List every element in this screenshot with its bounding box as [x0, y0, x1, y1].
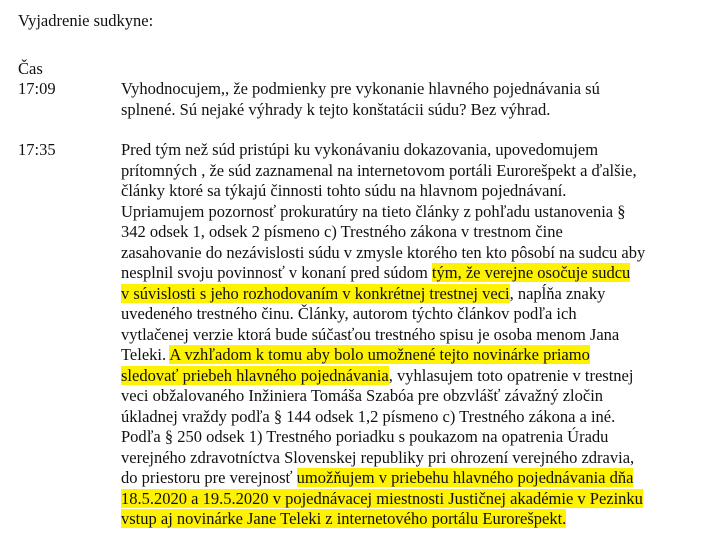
- statement-text-segment: prítomných , že súd zaznamenal na internetovom portáli Eurorešpekt a ďalšie,: [121, 160, 637, 180]
- statement-text-segment: uvedeného trestného činu. Články, autorom týchto článkov podľa ich: [121, 304, 577, 323]
- statement-line: [121, 304, 577, 324]
- statement-line: [121, 181, 566, 201]
- statement-text-segment: Pred tým než súd pristúpi ku vykonávaniu dokazovania, upovedomujem: [121, 140, 599, 159]
- statement-line: [121, 427, 608, 447]
- statement-text-segment: vytlačenej verzie ktorá bude súčasťou trestného spisu je osoba menom Jana: [121, 324, 620, 344]
- statement-line: [121, 489, 643, 509]
- statement-text-segment: splnené. Sú nejaké výhrady k tejto konštatácii súdu? Bez výhrad.: [121, 99, 551, 119]
- statement-line: [121, 284, 605, 304]
- highlighted-text: tým, že verejne osočuje sudcu: [431, 263, 631, 282]
- highlighted-text: 18.5.2020 a 19.5.2020 v pojednávacej miestnosti Justičnej akadémie v Pezinku: [121, 488, 643, 508]
- judge-statement-heading: Vyjadrenie sudkyne:: [18, 11, 154, 30]
- statement-text-segment: Vyhodnocujem,, že podmienky pre vykonanie hlavného pojednávania sú: [121, 79, 600, 98]
- statement-text-segment: veci obžalovaného Inžiniera Tomáša Szabóa pre obzvlášť závažný zločin: [121, 386, 604, 405]
- highlighted-text: A vzhľadom k tomu aby bolo umožnené tejto novinárke priamo: [169, 345, 590, 364]
- statement-text-segment: do priestoru pre verejnosť: [121, 468, 297, 487]
- statement-text-segment: 342 odsek 1, odsek 2 písmeno c) Trestného zákona v trestnom čine: [121, 222, 563, 241]
- statement-text-segment: nesplnil svoju povinnosť v konaní pred súdom: [121, 263, 432, 282]
- statement-text-segment: články ktoré sa týkajú činnosti tohto súdu na hlavnom pojednávaní.: [121, 181, 567, 200]
- statement-line: [121, 161, 637, 181]
- statement-line: [121, 509, 566, 529]
- statement-text-segment: úkladnej vraždy podľa § 144 odsek 1,2 písmeno c) Trestného zákona a iné.: [121, 406, 616, 426]
- statement-line: [121, 407, 615, 427]
- statement-line: [121, 366, 633, 386]
- statement-text-segment: , vyhlasujem toto opatrenie v trestnej: [388, 365, 634, 385]
- statement-line: [121, 345, 590, 365]
- statement-line: [121, 222, 563, 242]
- statement-line: [121, 100, 550, 120]
- statement-text-segment: Upriamujem pozornosť prokuratúry na tieto články z pohľadu ustanovenia §: [121, 201, 626, 221]
- statement-text-segment: zasahovanie do nezávislosti súdu v zmysle ktorého ten kto pôsobí na sudcu aby: [121, 242, 646, 262]
- statement-line: [121, 468, 633, 488]
- statement-line: [121, 202, 626, 222]
- statement-text-segment: verejného zdravotníctva Slovenskej republiky pri ohrození verejného zdravia,: [121, 447, 635, 467]
- highlighted-text: vstup aj novinárke Jane Teleki z internetového portálu Eurorešpekt.: [121, 509, 567, 528]
- statement-line: [121, 386, 603, 406]
- highlighted-text: sledovať priebeh hlavného pojednávania: [121, 365, 389, 385]
- time-column-label: Čas: [18, 59, 43, 78]
- statement-line: [121, 140, 598, 160]
- statement-line: [121, 243, 645, 263]
- entry-time-1735: 17:35: [18, 140, 56, 159]
- highlighted-text: umožňujem v priebehu hlavného pojednávania dňa: [296, 468, 634, 487]
- statement-text-segment: Podľa § 250 odsek 1) Trestného poriadku s poukazom na opatrenia Úradu: [121, 427, 609, 446]
- statement-text-segment: Teleki.: [121, 345, 170, 364]
- statement-line: [121, 325, 619, 345]
- statement-line: [121, 79, 600, 99]
- highlighted-text: v súvislosti s jeho rozhodovaním v konkrétnej trestnej veci: [121, 283, 510, 303]
- statement-line: [121, 448, 634, 468]
- statement-text-segment: , napĺňa znaky: [509, 283, 606, 303]
- statement-line: [121, 263, 630, 283]
- entry-time-1709: 17:09: [18, 79, 56, 98]
